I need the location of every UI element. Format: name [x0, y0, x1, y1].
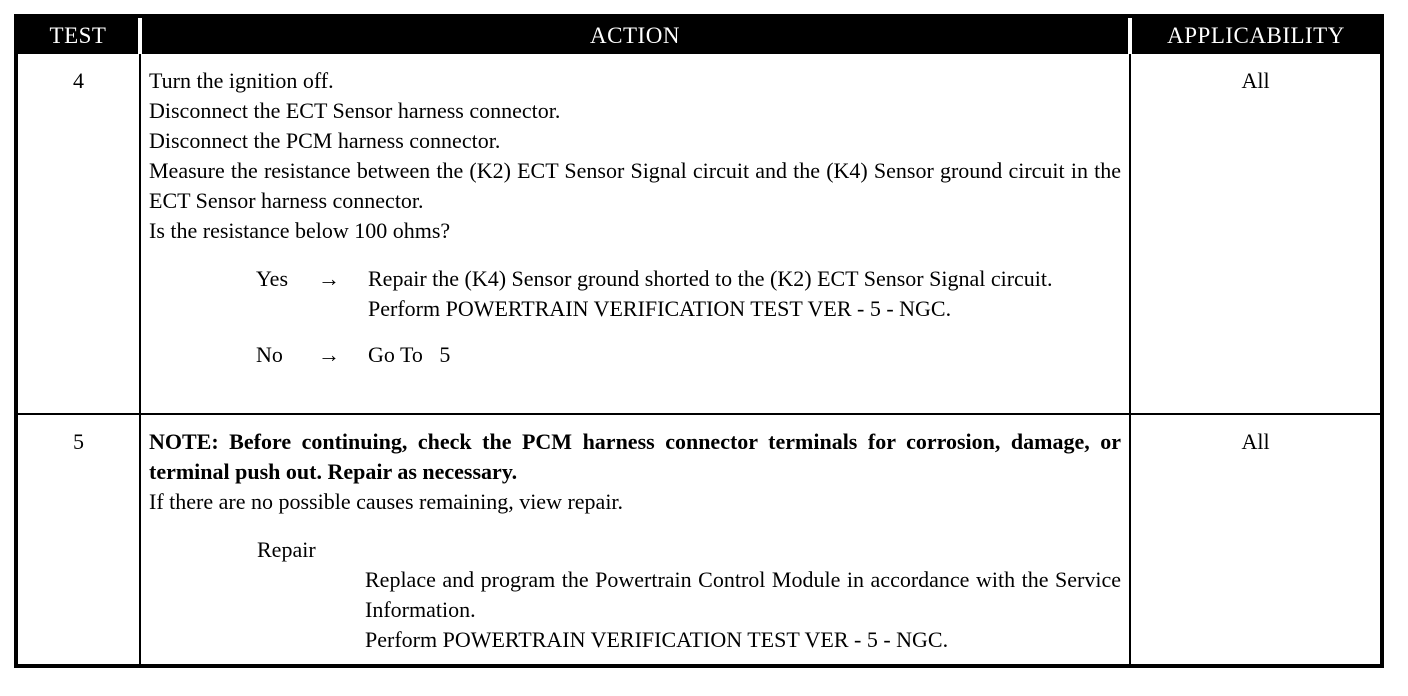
no-result: [149, 340, 1121, 370]
repair-action: Replace and program the Powertrain Control Module in accordance with the Service Information.: [365, 567, 1121, 622]
table-header-row: [18, 18, 1380, 54]
right-arrow-icon: →: [318, 342, 340, 367]
right-arrow-icon: →: [318, 266, 340, 291]
yes-label: Yes: [256, 266, 289, 291]
action-step: Is the resistance below 100 ohms?: [149, 218, 451, 243]
applicability-value: All: [1130, 54, 1380, 414]
yes-action: Repair the (K4) Sensor ground shorted to the (K2) ECT Sensor Signal circuit.: [368, 266, 1053, 291]
repair-action: Perform POWERTRAIN VERIFICATION TEST VER - 5 - NGC.: [365, 627, 949, 652]
table-row-test-4: [18, 54, 1380, 414]
header-test: TEST: [18, 18, 140, 54]
no-action: Go To 5: [368, 342, 451, 367]
test-number: 5: [18, 414, 140, 664]
yes-result: [149, 264, 1121, 324]
action-cell: [140, 54, 1130, 414]
action-step: Turn the ignition off.: [149, 68, 334, 93]
yes-action: Perform POWERTRAIN VERIFICATION TEST VER - 5 - NGC.: [368, 296, 952, 321]
diagnostic-table: [18, 18, 1380, 664]
action-step: Disconnect the PCM harness connector.: [149, 128, 501, 153]
table-row-test-5: [18, 414, 1380, 664]
action-step: If there are no possible causes remaining, view repair.: [149, 489, 624, 514]
action-step: Measure the resistance between the (K2) ECT Sensor Signal circuit and the (K4) Sensor ground circuit in the ECT Sensor harness connector.: [149, 158, 1121, 213]
action-step: Disconnect the ECT Sensor harness connector.: [149, 98, 561, 123]
note-text: NOTE: Before continuing, check the PCM harness connector terminals for corrosion, damage, or terminal push out. Repair as necessary.: [149, 429, 1121, 484]
no-label: No: [256, 342, 283, 367]
repair-actions: [365, 565, 1121, 655]
yes-actions: [368, 264, 1121, 324]
diagnostic-table-frame: [14, 14, 1384, 668]
repair-label: Repair: [257, 537, 316, 562]
applicability-value: All: [1130, 414, 1380, 664]
test-number: 4: [73, 68, 84, 93]
header-applicability: APPLICABILITY: [1130, 18, 1380, 54]
action-cell: [140, 414, 1130, 664]
header-action: ACTION: [140, 18, 1130, 54]
